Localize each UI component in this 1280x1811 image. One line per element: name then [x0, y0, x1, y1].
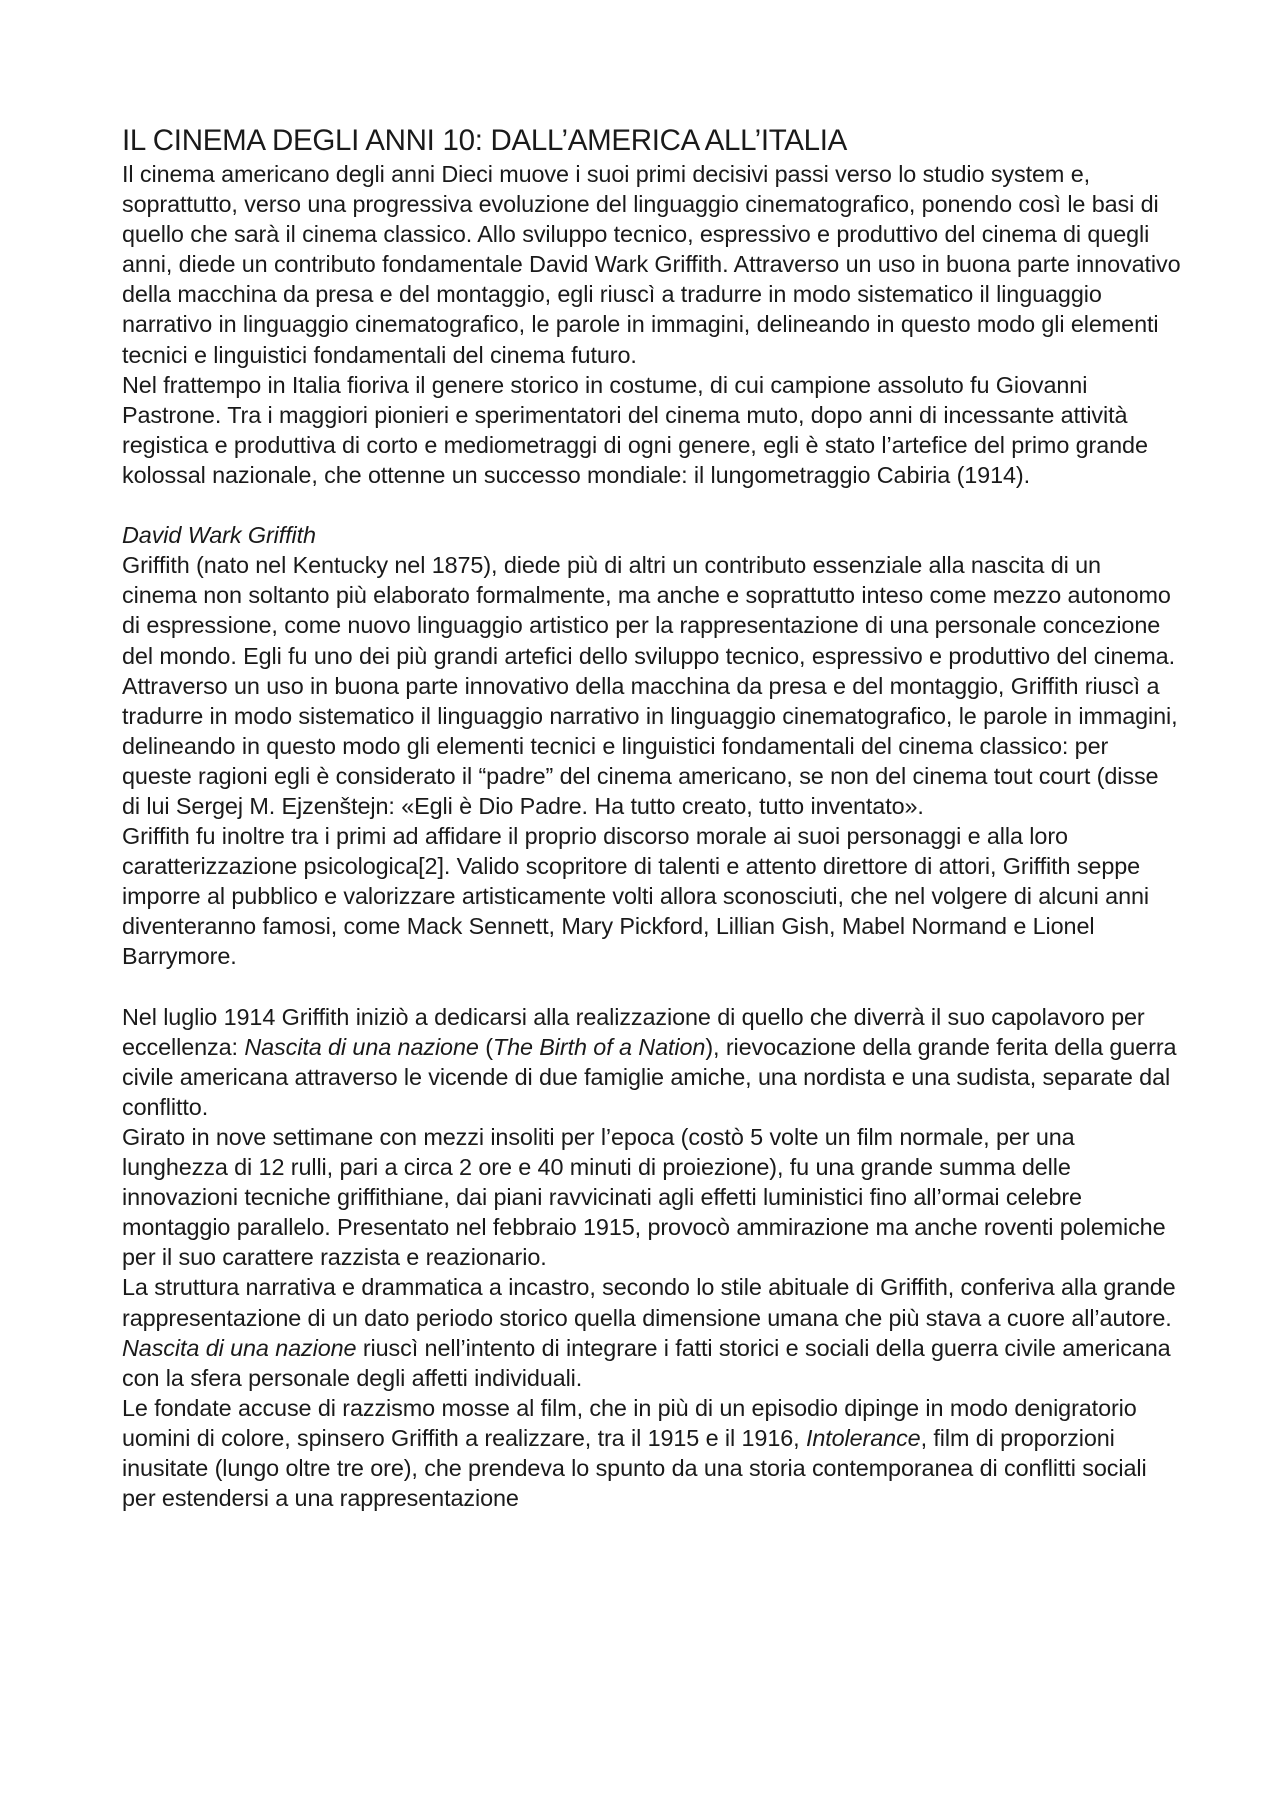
nascita-paragraph-4 [122, 1393, 1182, 1513]
intro-paragraph-2: Nel frattempo in Italia fioriva il genere storico in costume, di cui campione assoluto fu Giovanni Pastrone. Tra i maggiori pionieri e sperimentatori del cinema muto, dopo anni di incessante attività registica e produttiva di corto e mediometraggi di ogni genere, egli è stato l’artefice del primo grande kolossal nazionale, che ottenne un successo mondiale: il lungometraggio Cabiria (1914). [122, 371, 1148, 488]
text-run: , film di proporzioni inusitate (lungo oltre tre ore), che prendeva lo spunto da una storia contemporanea di conflitti sociali per estendersi a una rappresentazione [122, 1424, 1147, 1512]
griffith-paragraph-2: Griffith fu inoltre tra i primi ad affidare il proprio discorso morale ai suoi personaggi e alla loro caratterizzazione psicologica[2]. Valido scopritore di talenti e attento direttore di attori, Griffith seppe imporre al pubblico e valorizzare artisticamente volti allora sconosciuti, che nel volgere di alcuni anni diventeranno famosi, come Mack Sennett, Mary Pickford, Lillian Gish, Mabel Normand e Lionel Barrymore. [122, 823, 1150, 970]
nascita-paragraph-2: Girato in nove settimane con mezzi insoliti per l’epoca (costò 5 volte un film normale, per una lunghezza di 12 rulli, pari a circa 2 ore e 40 minuti di proiezione), fu una grande summa delle innovazioni tecniche griffithiane, dai piani ravvicinati agli effetti luministici fino all’ormai celebre montaggio parallelo. Presentato nel febbraio 1915, provocò ammirazione ma anche roventi polemiche per il suo carattere razzista e reazionario. [122, 1124, 1166, 1271]
text-run: ), rievocazione della grande ferita della guerra civile americana attraverso le vicende di due famiglie amiche, una nordista e una sudista, separate dal conflitto. [122, 1033, 1177, 1120]
film-title-italic: The Birth of a Nation [492, 1033, 706, 1060]
text-run: La struttura narrativa e drammatica a incastro, secondo lo stile abituale di Griffith, conferiva alla grande rappresentazione di un dato periodo storico quella dimensione umana che più stava a cuore all’autore. [122, 1274, 1176, 1331]
intro-paragraph-1: Il cinema americano degli anni Dieci muove i suoi primi decisivi passi verso lo studio system e, soprattutto, verso una progressiva evoluzione del linguaggio cinematografico, ponendo così le basi di quello che sarà il cinema classico. Allo sviluppo tecnico, espressivo e produttivo del cinema di quegli anni, diede un contributo fondamentale David Wark Griffith. Attraverso un uso in buona parte innovativo della macchina da presa e del montaggio, egli riuscì a tradurre in modo sistematico il linguaggio narrativo in linguaggio cinematografico, le parole in immagini, delineando in questo modo gli elementi tecnici e linguistici fondamentali del cinema futuro. [122, 161, 1181, 368]
document-page [122, 124, 1182, 1513]
film-title-italic: Nascita di una nazione [244, 1033, 479, 1060]
griffith-paragraph-1: Griffith (nato nel Kentucky nel 1875), diede più di altri un contributo essenziale alla nascita di un cinema non soltanto più elaborato formalmente, ma anche e soprattutto inteso come mezzo autonomo di espressione, come nuovo linguaggio artistico per la rappresentazione di una personale concezione del mondo. Egli fu uno dei più grandi artefici dello sviluppo tecnico, espressivo e produttivo del cinema. Attraverso un uso in buona parte innovativo della macchina da presa e del montaggio, Griffith riuscì a tradurre in modo sistematico il linguaggio narrativo in linguaggio cinematografico, le parole in immagini, delineando in questo modo gli elementi tecnici e linguistici fondamentali del cinema classico: per queste ragioni egli è considerato il “padre” del cinema americano, se non del cinema tout court (disse di lui Sergej M. Ejzenštejn: «Egli è Dio Padre. Ha tutto creato, tutto inventato». [122, 552, 1178, 819]
paragraph-spacer [122, 490, 1182, 520]
nascita-paragraph-3 [122, 1272, 1182, 1392]
nascita-paragraph-1 [122, 1002, 1182, 1122]
film-title-italic: Intolerance [805, 1424, 921, 1451]
paragraph-spacer [122, 972, 1182, 1002]
text-run: riuscì nell’intento di integrare i fatti storici e sociali della guerra civile americana con la sfera personale degli affetti individuali. [122, 1334, 1171, 1391]
film-title-italic: Nascita di una nazione [122, 1334, 357, 1361]
text-run: Le fondate accuse di razzismo mosse al film, che in più di un episodio dipinge in modo denigratorio uomini di colore, spinsero Griffith a realizzare, tra il 1915 e il 1916, [122, 1394, 1137, 1451]
text-run: Nel luglio 1914 Griffith iniziò a dedicarsi alla realizzazione di quello che diverrà il suo capolavoro per eccellenza: [122, 1003, 1145, 1060]
text-run: ( [478, 1033, 493, 1060]
section-heading-griffith: David Wark Griffith [122, 522, 316, 549]
page-title: IL CINEMA DEGLI ANNI 10: DALL’AMERICA ALL’ITALIA [122, 124, 848, 157]
